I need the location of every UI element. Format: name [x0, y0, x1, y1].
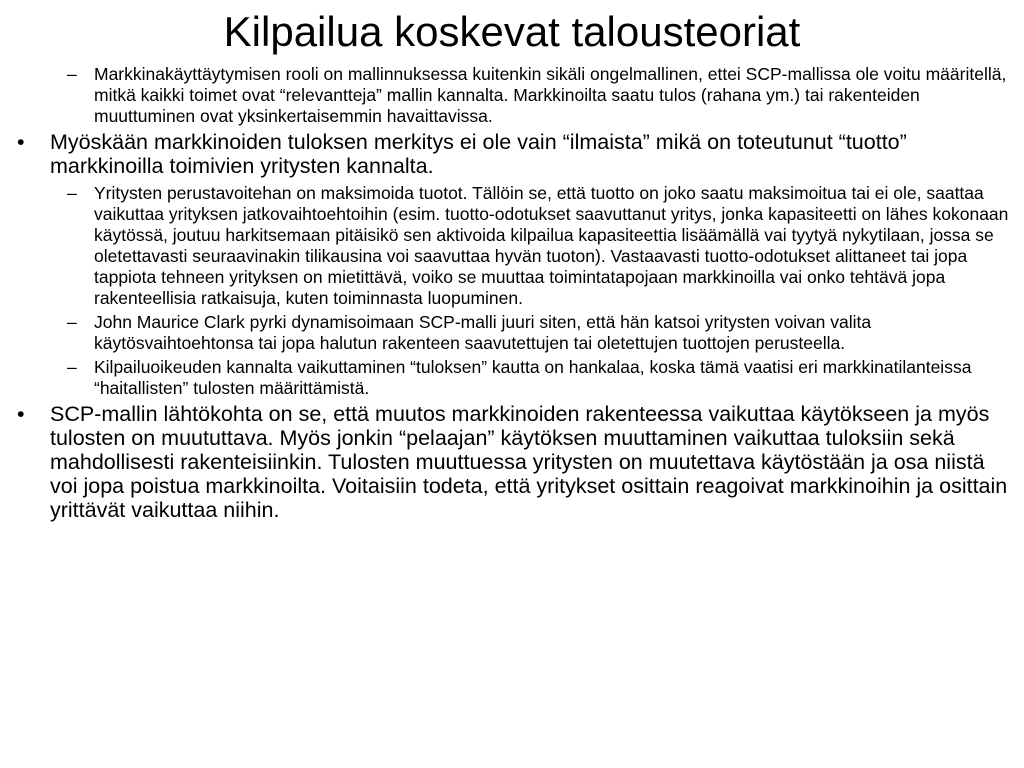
sub-bullet-item [67, 183, 1012, 309]
sub-bullet-item [67, 357, 1012, 399]
sub-bullet-item [67, 64, 1012, 127]
dash-marker: – [67, 183, 77, 203]
slide-title: Kilpailua koskevat talousteoriat [223, 8, 801, 55]
main-bullet-item [17, 130, 1010, 178]
bullet-marker: • [17, 402, 25, 426]
main-bullet-text: SCP-mallin lähtökohta on se, että muutos markkinoiden rakenteessa vaikuttaa käytökseen ja myös tulosten on muututtava. Myös jonkin “pelaajan” käytöksen muuttaminen vaikuttaa tuloksiin sekä mahdollisesti rakenteisiinkin. Tulosten muuttuessa yritysten on muutettava käytöstään ja osa niistä voi jopa poistua markkinoilta. Voitaisiin todeta, että yritykset osittain reagoivat markkinoihin ja osittain yrittävät vaikuttaa niihin. [50, 402, 1008, 522]
sub-bullet-text: Kilpailuoikeuden kannalta vaikuttaminen “tuloksen” kautta on hankalaa, koska tämä vaatisi eri markkinatilanteissa “haitallisten” tulosten määrittämistä. [94, 357, 972, 398]
dash-marker: – [67, 357, 77, 377]
sub-bullet-text: John Maurice Clark pyrki dynamisoimaan SCP-malli juuri siten, että hän katsoi yritysten voivan valita käytösvaihtoehtonsa tai jopa halutun rakenteen saavutettujen tai oletettujen tuottojen perusteella. [94, 312, 872, 353]
sub-bullet-text: Yritysten perustavoitehan on maksimoida tuotot. Tällöin se, että tuotto on joko saatu maksimoitua tai ei ole, saattaa vaikuttaa yrityksen jatkovaihtoehtoihin (esim. tuotto-odotukset saavuttanut yritys, jonka kapasiteetti on lähes kokonaan käytössä, joutuu harkitsemaan pitäisikö sen aktivoida kilpailua kapasiteettia lisäämällä vai tyytyä nykytilaan, jossa se oletettavasti seuraavinakin tilikausina voi saavuttaa hyvän tuoton). Vastaavasti tuotto-odotukset alittaneet tai jopa tappiota tehneen yrityksen on mietittävä, voiko se muuttaa toimintatapojaan markkinoilla vai onko tehtävä jopa rakenteellisia ratkaisuja, kuten toiminnasta luopuminen. [94, 183, 1009, 308]
dash-marker: – [67, 312, 77, 332]
main-bullet-text: Myöskään markkinoiden tuloksen merkitys ei ole vain “ilmaista” mikä on toteutunut “tuotto” markkinoilla toimivien yritysten kannalta. [50, 130, 907, 178]
dash-marker: – [67, 64, 77, 84]
sub-bullet-text: Markkinakäyttäytymisen rooli on mallinnuksessa kuitenkin sikäli ongelmallinen, ettei SCP-mallissa ole voitu määritellä, mitkä kaikki toimet ovat “relevantteja” mallin kannalta. Markkinoilta saatu tulos (rahana ym.) tai rakenteiden muuttuminen ovat yksinkertaisemmin havaittavissa. [94, 64, 1007, 126]
bullet-marker: • [17, 130, 25, 154]
sub-bullet-item [67, 312, 1012, 354]
main-bullet-item [17, 402, 1010, 522]
slide-body [0, 64, 1024, 527]
